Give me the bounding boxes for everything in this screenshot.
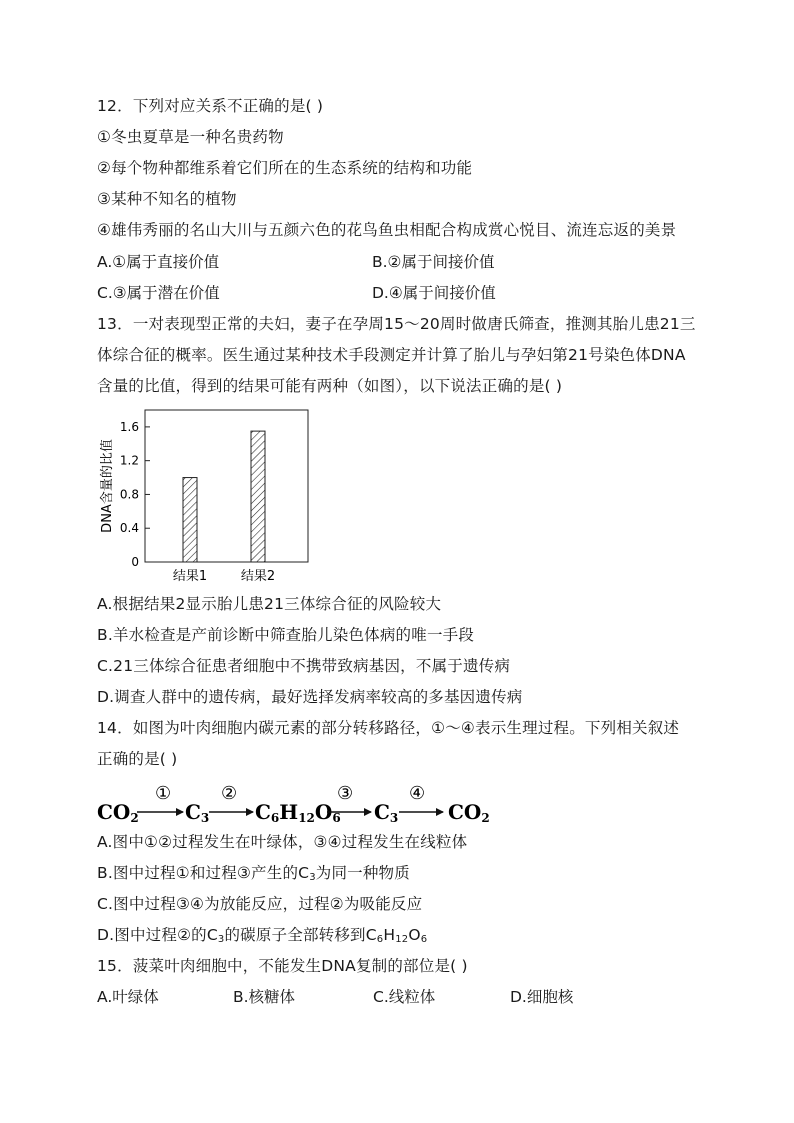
q12-stem: 12．下列对应关系不正确的是( ) <box>97 97 324 115</box>
pathway-node-co2-end: CO2 <box>448 800 490 825</box>
q14-option-b[interactable]: B.图中过程①和过程③产生的$C_3$为同一种物质 <box>97 864 410 883</box>
q12-option-a[interactable]: A.①属于直接价值 <box>97 253 220 271</box>
q14-option-c[interactable]: C.图中过程③④为放能反应，过程②为吸能反应 <box>97 895 423 913</box>
y-tick-label: 1.6 <box>119 419 139 434</box>
q13-option-a[interactable]: A.根据结果2显示胎儿患21三体综合征的风险较大 <box>97 595 442 613</box>
dna-ratio-bar-chart <box>95 405 325 585</box>
x-tick-label: 结果1 <box>172 569 208 584</box>
q12-item-3: ③某种不知名的植物 <box>97 190 237 208</box>
q14-stem-line-1: 14．如图为叶肉细胞内碳元素的部分转移路径，①～④表示生理过程。下列相关叙述 <box>97 719 680 737</box>
q15-option-a[interactable]: A.叶绿体 <box>97 988 159 1006</box>
q14-stem-line-2: 正确的是( ) <box>97 750 178 768</box>
q13-option-b[interactable]: B.羊水检查是产前诊断中筛查胎儿染色体病的唯一手段 <box>97 626 475 644</box>
pathway-node-glucose: C6H12O6 <box>255 800 341 825</box>
q13-stem-line-1: 13．一对表现型正常的夫妇，妻子在孕周15～20周时做唐氏筛查，推测其胎儿患21三 <box>97 315 696 333</box>
pathway-node-c3-b: C3 <box>374 800 399 825</box>
y-tick-label: 0.8 <box>119 487 139 502</box>
q13-stem-line-2: 体综合征的概率。医生通过某种技术手段测定并计算了胎儿与孕妇第21号染色体DNA <box>97 346 686 364</box>
pathway-step-4: ④ <box>409 783 426 804</box>
q12-option-c[interactable]: C.③属于潜在价值 <box>97 284 220 302</box>
y-tick-label: 1.2 <box>119 453 139 468</box>
q14-option-d[interactable]: D.图中过程②的$C_3$的碳原子全部转移到$C_6H_{12}O_6$ <box>97 926 428 945</box>
q14-option-a[interactable]: A.图中①②过程发生在叶绿体，③④过程发生在线粒体 <box>97 833 468 851</box>
y-tick-label: 0.4 <box>119 521 139 536</box>
q12-item-4: ④雄伟秀丽的名山大川与五颜六色的花鸟鱼虫相配合构成赏心悦目、流连忘返的美景 <box>97 221 677 239</box>
q12-item-1: ①冬虫夏草是一种名贵药物 <box>97 128 284 146</box>
q13-stem-line-3: 含量的比值，得到的结果可能有两种（如图），以下说法正确的是( ) <box>97 377 563 395</box>
pathway-node-co2-start: CO2 <box>97 800 139 825</box>
x-tick-label: 结果2 <box>240 569 276 584</box>
pathway-step-2: ② <box>221 783 238 804</box>
chart-ylabel: DNA含量的比值 <box>100 439 115 533</box>
q15-option-d[interactable]: D.细胞核 <box>510 988 574 1006</box>
pathway-step-1: ① <box>155 783 172 804</box>
q13-option-c[interactable]: C.21三体综合征患者细胞中不携带致病基因，不属于遗传病 <box>97 657 511 675</box>
q15-stem: 15．菠菜叶肉细胞中，不能发生DNA复制的部位是( ) <box>97 957 468 975</box>
chart-frame <box>145 410 308 562</box>
q15-option-b[interactable]: B.核糖体 <box>233 988 296 1006</box>
q12-option-b[interactable]: B.②属于间接价值 <box>372 253 495 271</box>
q15-option-c[interactable]: C.线粒体 <box>373 988 436 1006</box>
q13-option-d[interactable]: D.调查人群中的遗传病，最好选择发病率较高的多基因遗传病 <box>97 688 523 706</box>
carbon-pathway-diagram <box>97 781 517 825</box>
q12-item-2: ②每个物种都维系着它们所在的生态系统的结构和功能 <box>97 159 473 177</box>
q12-option-d[interactable]: D.④属于间接价值 <box>372 284 496 302</box>
pathway-node-c3-a: C3 <box>185 800 210 825</box>
bar-2 <box>251 431 265 562</box>
y-tick-label: 0 <box>131 555 139 569</box>
pathway-step-3: ③ <box>337 783 354 804</box>
bar-1 <box>183 478 197 562</box>
